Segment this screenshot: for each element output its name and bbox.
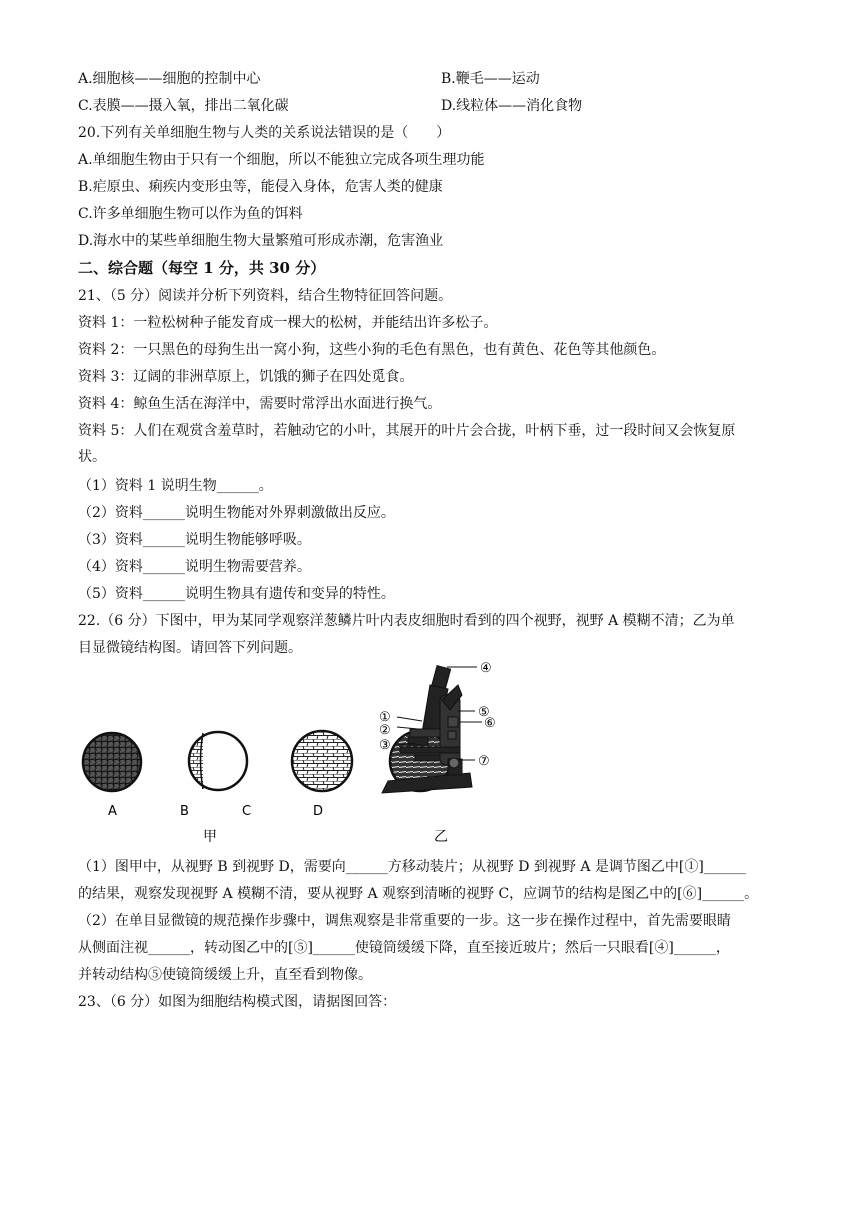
q22-part-2-cont: 从侧面注视______，转动图乙中的[⑤]______使镜筒缓缓下降，直至接近玻片；然后一只眼看[④]______， [78, 940, 730, 956]
q20-option-c: C.许多单细胞生物可以作为鱼的饵料 [78, 206, 303, 222]
q21-sub-3: （3）资料______说明生物能够呼吸。 [78, 532, 311, 548]
field-a-circle [83, 733, 141, 791]
micro-label-2: ② [379, 723, 391, 738]
q20-stem: 20.下列有关单细胞生物与人类的关系说法错误的是（ ） [78, 125, 451, 141]
micro-label-4: ④ [480, 661, 492, 676]
q21-sub-4: （4）资料______说明生物需要营养。 [78, 559, 311, 575]
field-label-c: C [242, 804, 252, 819]
figure-caption-jia: 甲 [203, 829, 217, 845]
field-c-circle [292, 731, 352, 791]
q20-option-a: A.单细胞生物由于只有一个细胞，所以不能独立完成各项生理功能 [78, 152, 485, 168]
q19-option-c: C.表膜——摄入氧，排出二氧化碳 [78, 98, 289, 114]
q19-option-a: A.细胞核——细胞的控制中心 [78, 71, 261, 87]
q19-option-d: D.线粒体——消化食物 [441, 98, 583, 114]
q21-sub-1: （1）资料 1 说明生物______。 [78, 478, 273, 494]
micro-label-5: ⑤ [478, 705, 490, 720]
q22-stem-cont: 目显微镜结构图。请回答下列问题。 [78, 640, 302, 656]
field-b-circle [185, 730, 247, 794]
micro-label-6: ⑥ [484, 716, 496, 731]
q20-option-d: D.海水中的某些单细胞生物大量繁殖可形成赤潮，危害渔业 [78, 233, 444, 249]
q21-material-4: 资料 4：鲸鱼生活在海洋中，需要时常浮出水面进行换气。 [78, 396, 442, 412]
q20-option-b: B.疟原虫、痢疾内变形虫等，能侵入身体，危害人类的健康 [78, 179, 443, 195]
q23-stem: 23、（6 分）如图为细胞结构模式图，请据图回答： [78, 994, 397, 1010]
q22-stem: 22.（6 分）下图中，甲为某同学观察洋葱鳞片叶内表皮细胞时看到的四个视野，视野 A 模糊不清；乙为单 [78, 613, 735, 629]
microscope-figure [70, 655, 540, 850]
q22-part-2-cont2: 并转动结构⑤使镜筒缓缓上升，直至看到物像。 [78, 967, 372, 983]
micro-label-1: ① [379, 710, 391, 725]
q22-part-1-cont: 的结果，观察发现视野 A 模糊不清，要从视野 A 观察到清晰的视野 C，应调节的结构是图乙中的[⑥]______。 [78, 886, 759, 902]
q22-part-2: （2）在单目显微镜的规范操作步骤中，调焦观察是非常重要的一步。这一步在操作过程中，首先需要眼睛 [78, 913, 731, 929]
q22-part-1: （1）图甲中，从视野 B 到视野 D，需要向______方移动装片；从视野 D 到视野 A 是调节图乙中[①]______ [78, 859, 746, 875]
q19-option-b: B.鞭毛——运动 [441, 71, 540, 87]
micro-label-3: ③ [379, 738, 391, 753]
q21-sub-2: （2）资料______说明生物能对外界刺激做出反应。 [78, 505, 395, 521]
field-label-a: A [108, 804, 117, 819]
field-label-d: D [313, 804, 324, 819]
figure-caption-yi: 乙 [434, 829, 448, 845]
q21-stem: 21、（5 分）阅读并分析下列资料，结合生物特征回答问题。 [78, 288, 453, 304]
q21-material-5-cont: 状。 [78, 449, 106, 465]
micro-label-7: ⑦ [478, 754, 490, 769]
field-label-b: B [180, 804, 189, 819]
q21-material-2: 资料 2：一只黑色的母狗生出一窝小狗，这些小狗的毛色有黑色，也有黄色、花色等其他颜色。 [78, 342, 666, 358]
q21-material-1: 资料 1：一粒松树种子能发育成一棵大的松树，并能结出许多松子。 [78, 315, 498, 331]
q21-sub-5: （5）资料______说明生物具有遗传和变异的特性。 [78, 586, 395, 602]
q21-material-3: 资料 3：辽阔的非洲草原上，饥饿的狮子在四处觅食。 [78, 369, 414, 385]
q21-material-5: 资料 5：人们在观赏含羞草时，若触动它的小叶，其展开的叶片会合拢，叶柄下垂，过一段时间又会恢复原 [78, 423, 736, 439]
section-title: 二、综合题（每空 1 分，共 30 分） [78, 259, 326, 277]
